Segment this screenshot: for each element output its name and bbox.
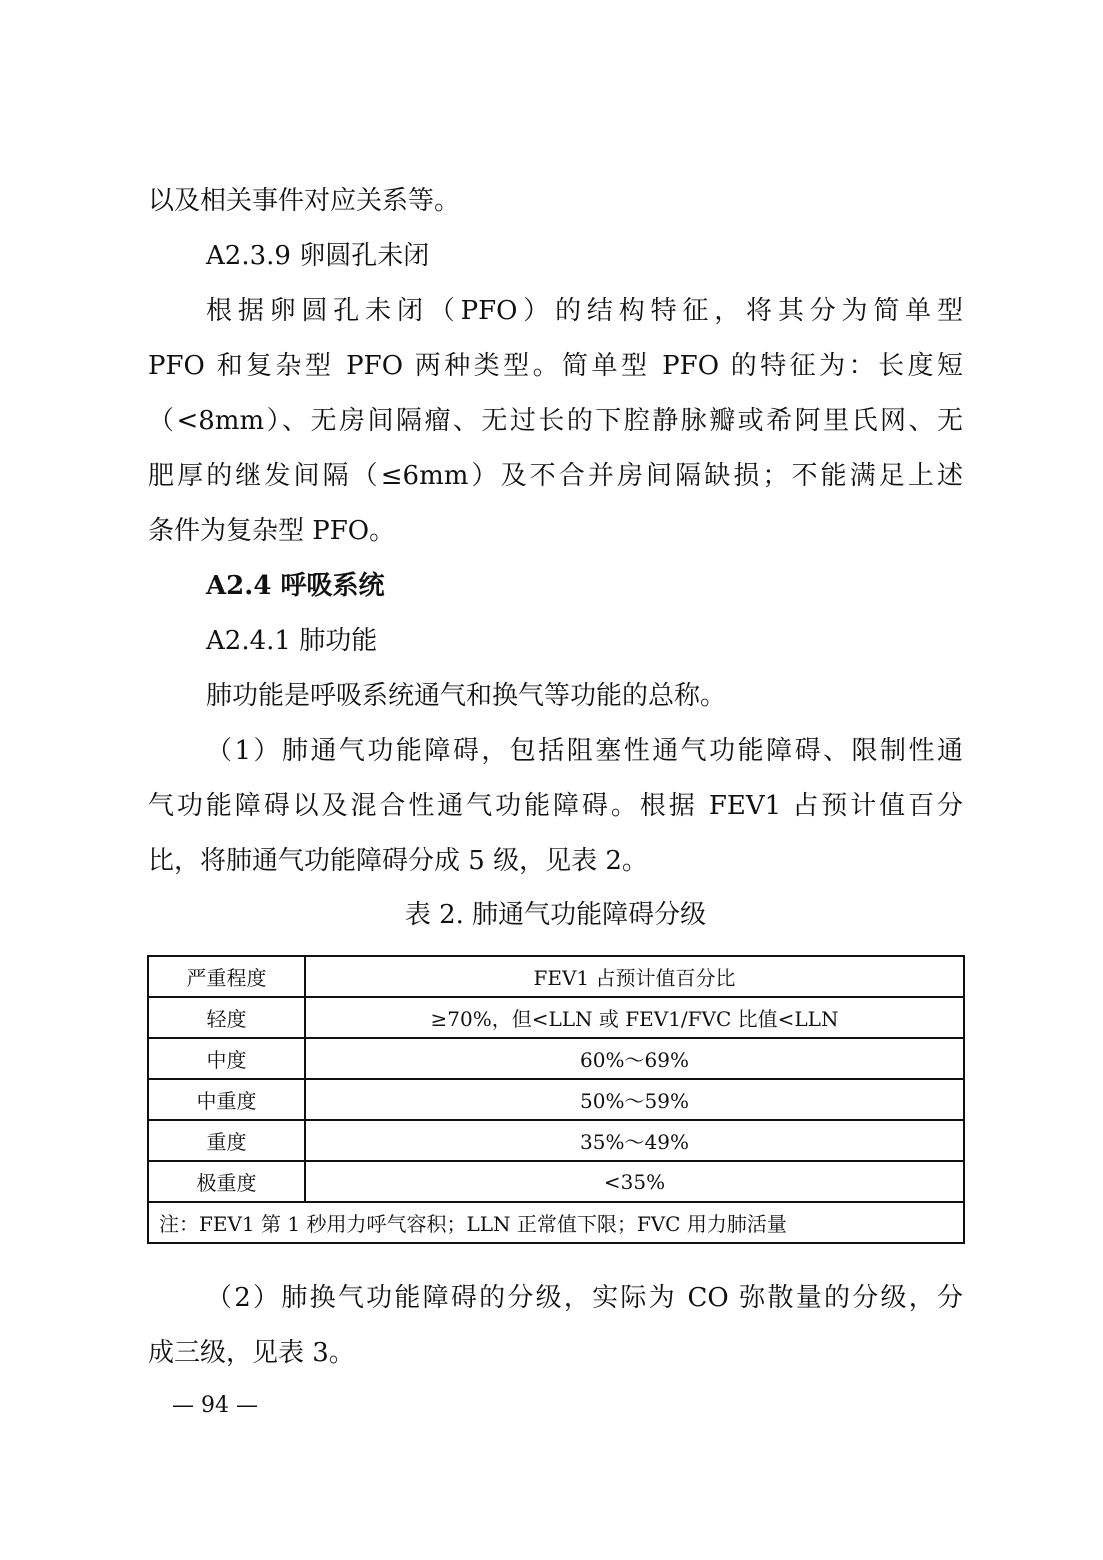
table-cell: 中度 bbox=[148, 1038, 305, 1079]
section-heading-a241: A2.4.1 肺功能 bbox=[206, 626, 378, 656]
section-heading-a239: A2.3.9 卵圆孔未闭 bbox=[206, 241, 430, 271]
table-row bbox=[148, 997, 964, 1038]
table-cell: ≥70%，但<LLN 或 FEV1/FVC 比值<LLN bbox=[305, 997, 964, 1038]
paragraph-line: 气功能障碍以及混合性通气功能障碍。根据 FEV1 占预计值百分 bbox=[148, 791, 963, 821]
paragraph-line: 条件为复杂型 PFO。 bbox=[148, 516, 396, 546]
table-cell: 50%～59% bbox=[305, 1079, 964, 1120]
table-header-row bbox=[148, 956, 964, 997]
paragraph-line: （<8mm）、无房间隔瘤、无过长的下腔静脉瓣或希阿里氏网、无 bbox=[148, 406, 963, 436]
table-row bbox=[148, 1120, 964, 1161]
paragraph-line: 成三级，见表 3。 bbox=[148, 1338, 355, 1368]
table-cell: 极重度 bbox=[148, 1161, 305, 1202]
table-row bbox=[148, 1161, 964, 1202]
paragraph-line: 根据卵圆孔未闭（PFO）的结构特征，将其分为简单型 bbox=[206, 296, 963, 326]
paragraph-line: 以及相关事件对应关系等。 bbox=[148, 186, 461, 216]
table-cell: <35% bbox=[305, 1161, 964, 1202]
table-cell: 60%～69% bbox=[305, 1038, 964, 1079]
table-cell: 中重度 bbox=[148, 1079, 305, 1120]
page-number: — 94 — bbox=[172, 1393, 258, 1418]
table-caption: 表 2. 肺通气功能障碍分级 bbox=[404, 900, 707, 930]
grading-table bbox=[147, 955, 965, 1244]
paragraph-line: PFO 和复杂型 PFO 两种类型。简单型 PFO 的特征为：长度短 bbox=[148, 351, 963, 381]
header-cell-severity: 严重程度 bbox=[148, 956, 305, 997]
paragraph-line: （1）肺通气功能障碍，包括阻塞性通气功能障碍、限制性通 bbox=[206, 736, 963, 766]
header-cell-fev1: FEV1 占预计值百分比 bbox=[305, 956, 964, 997]
paragraph-line: 比，将肺通气功能障碍分成 5 级，见表 2。 bbox=[148, 846, 648, 876]
table-row bbox=[148, 1079, 964, 1120]
paragraph-line: 肺功能是呼吸系统通气和换气等功能的总称。 bbox=[206, 681, 727, 711]
table-cell: 重度 bbox=[148, 1120, 305, 1161]
paragraph-line: （2）肺换气功能障碍的分级，实际为 CO 弥散量的分级，分 bbox=[206, 1283, 963, 1313]
table-cell: 轻度 bbox=[148, 997, 305, 1038]
table-cell: 35%～49% bbox=[305, 1120, 964, 1161]
table-note: 注：FEV1 第 1 秒用力呼气容积；LLN 正常值下限；FVC 用力肺活量 bbox=[148, 1202, 964, 1243]
table-note-row bbox=[148, 1202, 964, 1243]
table-row bbox=[148, 1038, 964, 1079]
section-heading-a24: A2.4 呼吸系统 bbox=[206, 571, 385, 601]
paragraph-line: 肥厚的继发间隔（≤6mm）及不合并房间隔缺损；不能满足上述 bbox=[148, 461, 963, 491]
